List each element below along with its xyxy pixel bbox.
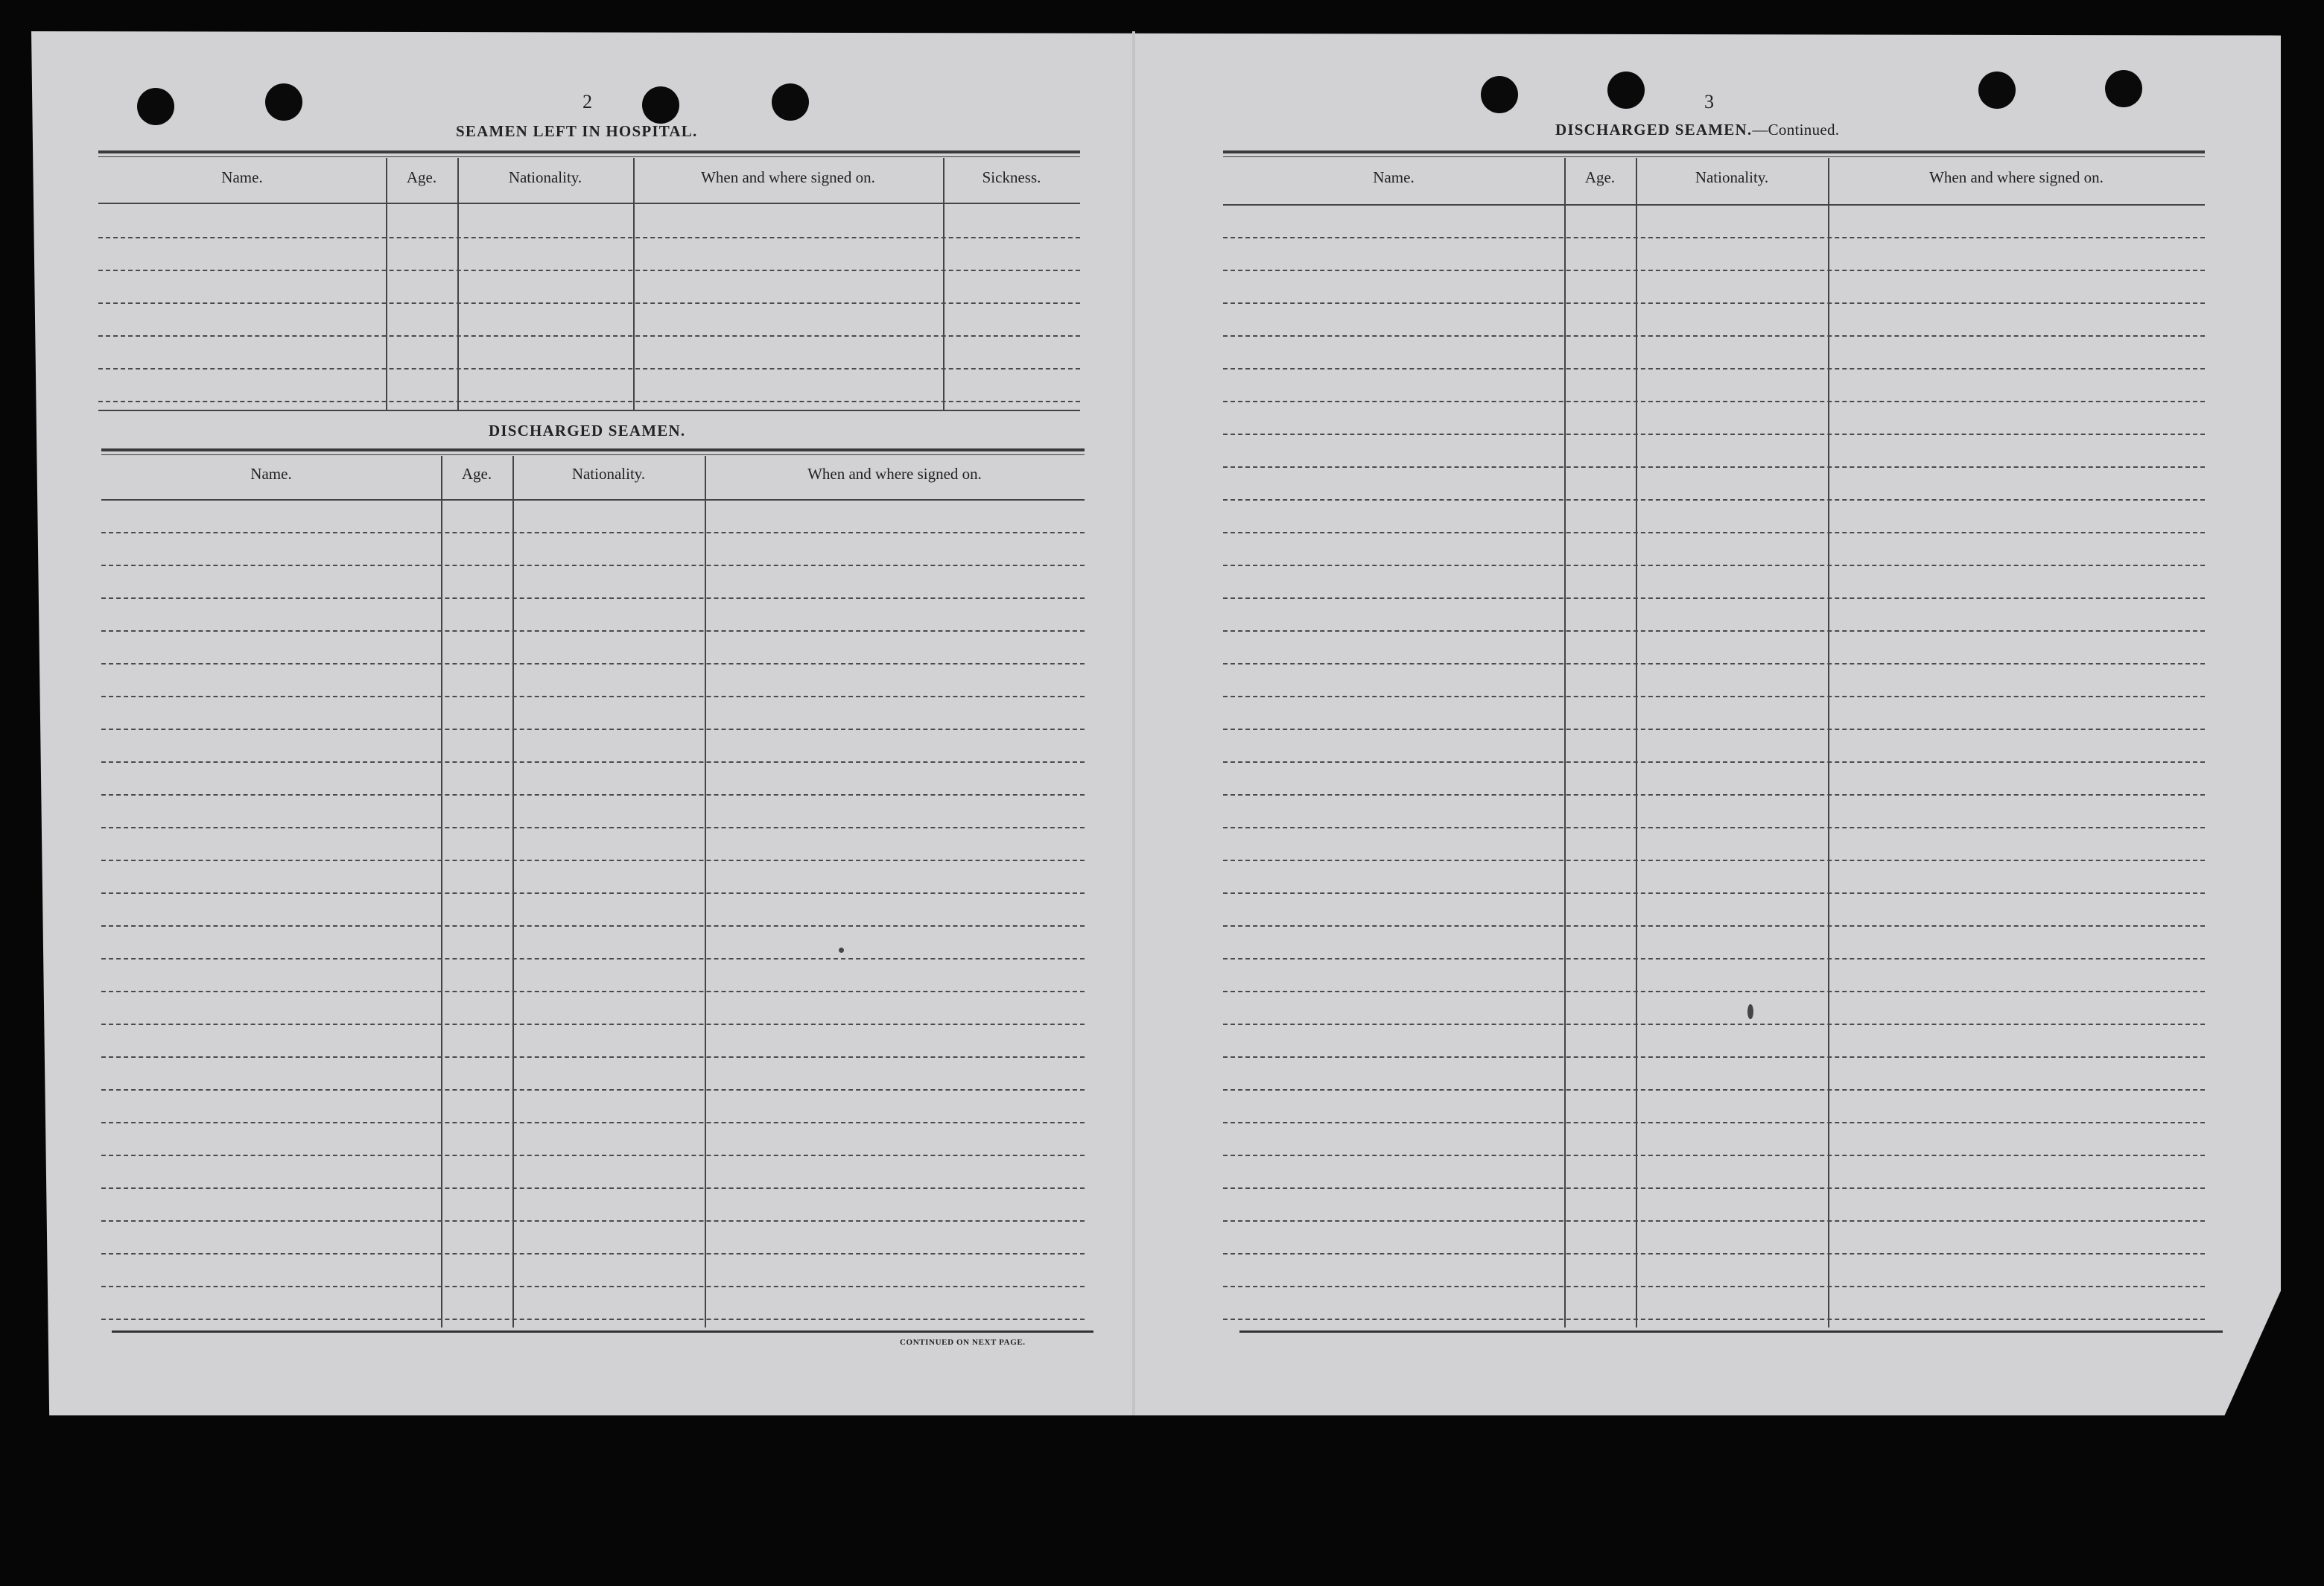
table-row [1223,466,2205,468]
table-row [1223,1253,2205,1254]
title-continued: —Continued. [1752,121,1840,139]
header-rule [101,499,1085,501]
table-row [101,663,1085,664]
table-row [1223,827,2205,828]
table-row [1223,434,2205,435]
column-header-age: Age. [461,465,492,483]
column-divider [457,158,459,411]
table-row [1223,302,2205,304]
table-row [101,1253,1085,1254]
table-row [1223,499,2205,501]
table-row [98,302,1080,304]
table-row [1223,663,2205,664]
table-row [1223,1155,2205,1156]
discharged-section-title: DISCHARGED SEAMEN. [489,422,686,440]
column-divider [386,158,387,411]
discharged-table-left [101,448,1085,1335]
table-row [101,1319,1085,1320]
table-row [1223,729,2205,730]
table-row [1223,1056,2205,1058]
table-row [1223,958,2205,959]
table-row [1223,1220,2205,1222]
column-header-age: Age. [406,168,437,186]
table-row [101,1286,1085,1287]
column-header-nationality: Nationality. [1695,168,1769,186]
column-divider [1828,158,1829,1328]
table-top-rule [98,150,1080,153]
table-row [101,729,1085,730]
punch-hole [1481,76,1518,113]
page-fold [1132,31,1135,1415]
table-row [101,1122,1085,1123]
column-header-nationality: Nationality. [508,168,582,186]
table-row [101,761,1085,763]
column-divider [1564,158,1566,1328]
punch-hole [642,86,679,124]
column-header-when-where: When and where signed on. [1929,168,2104,186]
header-rule [1223,204,2205,206]
punch-hole [1607,72,1645,109]
punch-hole [137,88,174,125]
hospital-table [98,150,1080,411]
table-row [101,860,1085,861]
table-row [101,630,1085,632]
discharged-continued-title [1555,121,1839,139]
column-header-nationality: Nationality. [571,465,646,483]
table-row [101,597,1085,599]
column-divider [943,158,944,411]
column-divider [1636,158,1637,1328]
table-row [101,565,1085,566]
hospital-section-title: SEAMEN LEFT IN HOSPITAL. [456,122,698,140]
table-row [1223,991,2205,992]
table-row [101,1024,1085,1025]
column-divider [441,456,442,1328]
column-header-name: Name. [250,465,292,483]
table-bottom-rule [112,1330,1093,1333]
table-row [1223,597,2205,599]
column-header-age: Age. [1584,168,1616,186]
table-row [101,827,1085,828]
column-header-when-where: When and where signed on. [701,168,875,186]
punch-hole [1978,72,2016,109]
punch-hole [2105,70,2142,107]
table-row [101,1220,1085,1222]
table-row [1223,1122,2205,1123]
table-row [101,1187,1085,1189]
table-row [1223,892,2205,894]
punch-hole [772,83,809,121]
table-row [1223,696,2205,697]
column-header-when-where: When and where signed on. [807,465,982,483]
table-row [101,892,1085,894]
table-row [1223,1286,2205,1287]
table-row [98,237,1080,238]
left-page-number: 2 [582,91,592,112]
column-divider [633,158,635,411]
table-row [98,270,1080,271]
table-row [1223,860,2205,861]
table-row [1223,401,2205,402]
table-row [1223,761,2205,763]
discharged-table-right [1223,150,2205,1332]
table-row [1223,630,2205,632]
column-divider [705,456,706,1328]
table-bottom-rule [98,410,1080,411]
table-row [98,368,1080,369]
table-row [101,1155,1085,1156]
table-row [1223,237,2205,238]
right-page-number: 3 [1704,91,1714,112]
table-row [101,1089,1085,1091]
column-header-sickness: Sickness. [982,168,1041,186]
table-row [1223,270,2205,271]
table-top-rule [1223,150,2205,153]
table-row [101,1056,1085,1058]
table-row [101,991,1085,992]
table-row [101,532,1085,533]
table-row [1223,925,2205,927]
table-row [1223,794,2205,796]
table-row [101,925,1085,927]
title-main: DISCHARGED SEAMEN. [1555,121,1753,139]
table-row [1223,1089,2205,1091]
column-header-name: Name. [1373,168,1415,186]
table-row [98,335,1080,337]
table-row [1223,1187,2205,1189]
column-divider [512,456,514,1328]
table-row [1223,368,2205,369]
table-row [1223,335,2205,337]
table-row [101,794,1085,796]
header-rule [98,203,1080,204]
punch-hole [265,83,302,121]
table-top-rule [101,448,1085,451]
table-row [1223,1024,2205,1025]
table-row [101,696,1085,697]
table-bottom-rule [1239,1330,2223,1333]
table-row [1223,532,2205,533]
continued-note: CONTINUED ON NEXT PAGE. [900,1338,1026,1347]
table-row [1223,565,2205,566]
column-header-name: Name. [221,168,263,186]
table-row [98,401,1080,402]
table-row [1223,1319,2205,1320]
table-row [101,958,1085,959]
